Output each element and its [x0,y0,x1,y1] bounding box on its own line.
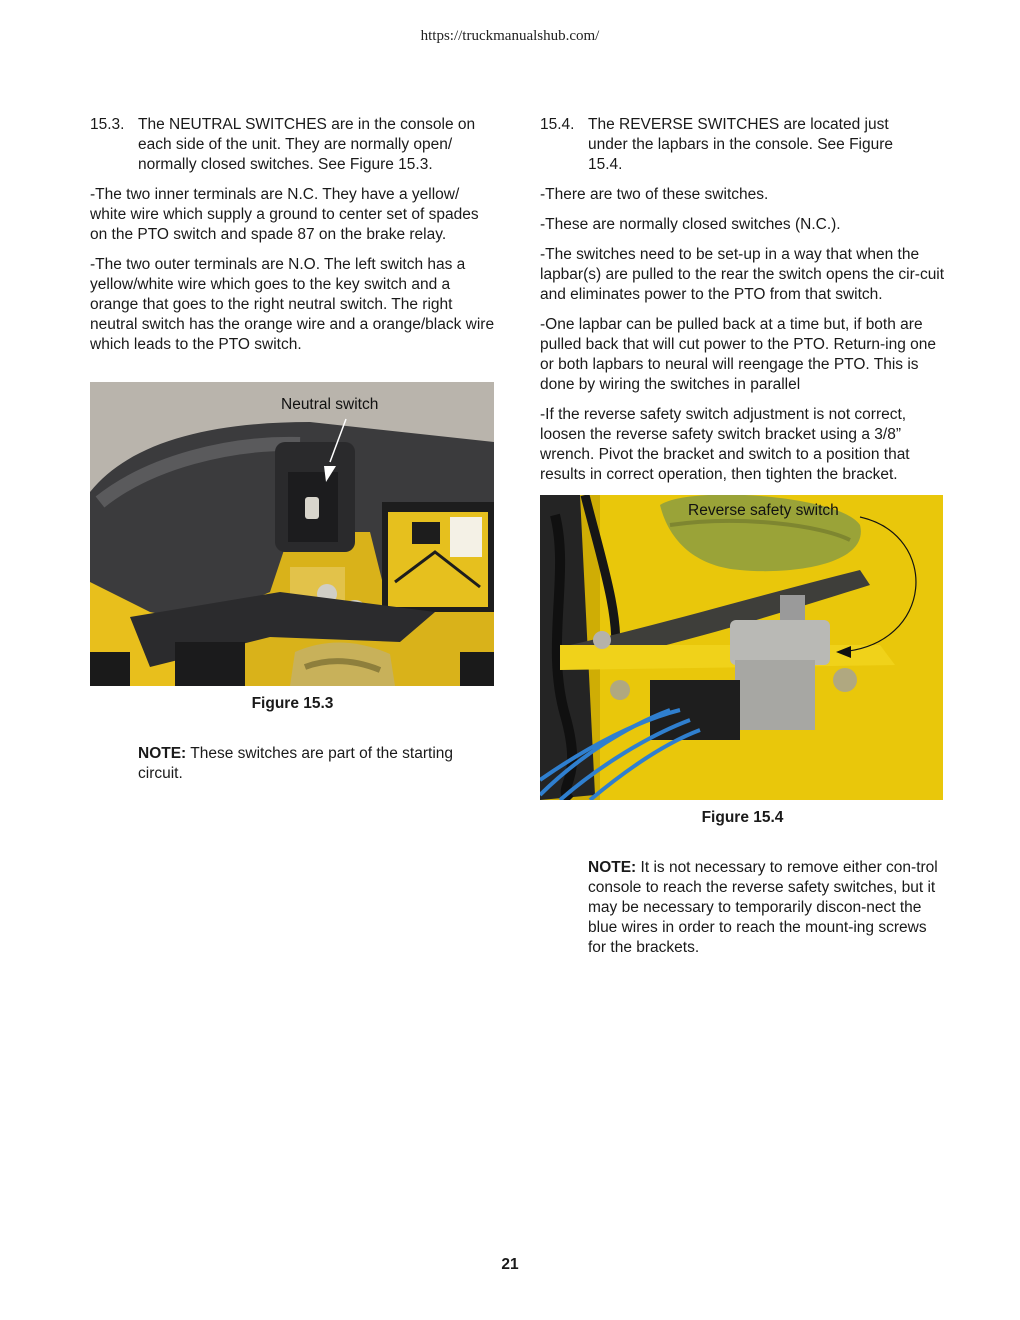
figure-15-4-photo [540,495,943,800]
step-15-4 [540,115,945,175]
note-label: NOTE: [138,745,187,762]
note-text: These switches are part of the starting circuit. [138,745,454,782]
figure-caption: Figure 15.3 [251,695,334,712]
neutral-switch-photo [90,382,494,686]
paragraph: -These are normally closed switches (N.C.). [540,216,841,233]
left-column [90,115,495,794]
figure-callout-label: Reverse safety switch [688,502,839,519]
paragraph: -The two inner terminals are N.C. They have a yellow/ white wire which supply a ground to center set of spades on the PTO switch and spade 87 on the brake relay. [90,186,479,243]
right-column [540,115,945,968]
step-text: The NEUTRAL SWITCHES are in the console on each side of the unit. They are normally open/ normally closed switches. See Figure 15.3. [138,116,476,173]
paragraph: -The switches need to be set-up in a way that when the lapbar(s) are pulled to the rear the switch opens the cir-cuit and eliminates power to the PTO from that switch. [540,246,945,303]
paragraph: -One lapbar can be pulled back at a time but, if both are pulled back that will cut power to the PTO. Return-ing one or both lapbars to neural will reengage the PTO. This is done by wiring the switches in parallel [540,316,937,393]
step-number: 15.4. [540,116,575,133]
step-text: The REVERSE SWITCHES are located just under the lapbars in the console. See Figure 15.4. [588,116,894,173]
paragraph: -The two outer terminals are N.O. The left switch has a yellow/white wire which goes to the key switch and a orange that goes to the right neutral switch. The right neutral switch has the orange wire and a orange/black wire which leads to the PTO switch. [90,256,495,353]
figure-caption: Figure 15.4 [701,809,784,826]
page-number: 21 [501,1256,519,1273]
step-number: 15.3. [90,116,125,133]
note [138,744,495,784]
figure-callout-label: Neutral switch [281,396,379,413]
figure-15-3-photo [90,382,494,686]
note [588,858,945,958]
paragraph: -There are two of these switches. [540,186,769,203]
step-15-3 [90,115,495,175]
note-label: NOTE: [588,859,637,876]
paragraph: -If the reverse safety switch adjustment is not correct, loosen the reverse safety switch bracket using a 3/8” wrench. Pivot the bracket and switch to a position that results in correct operation, then tighten the bracket. [540,406,910,483]
reverse-safety-switch-photo [540,495,943,800]
source-url: https://truckmanualshub.com/ [420,28,600,44]
note-text: It is not necessary to remove either con-trol console to reach the reverse safety switches, but it may be necessary to temporarily discon-nect the blue wires in order to reach the mount-ing screws for the brackets. [588,859,938,956]
